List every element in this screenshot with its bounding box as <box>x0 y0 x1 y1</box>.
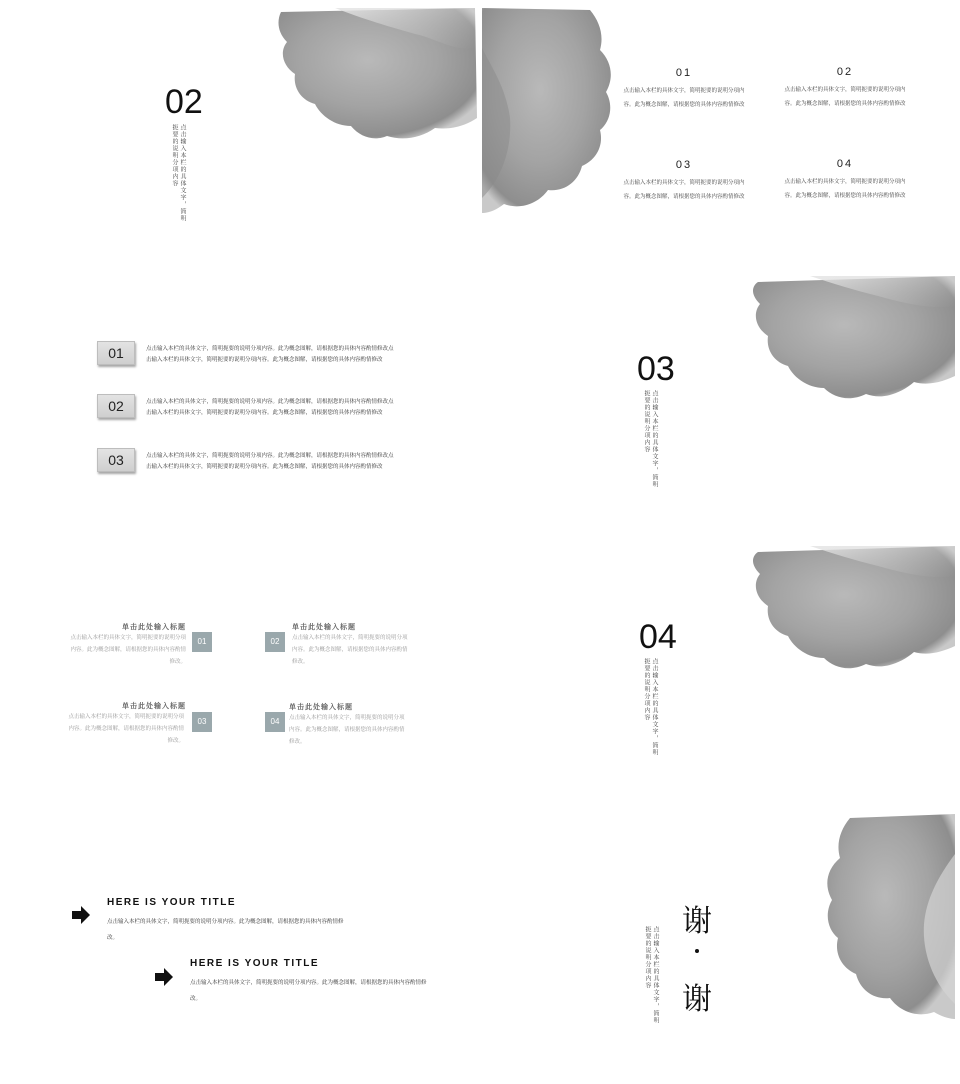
item-text: 点击输入本栏的具体文字，简明扼要的说明分项内容。此为概念图解，请根据您的具体内容酌情修改 <box>623 180 745 200</box>
slide-section-02 <box>0 0 478 270</box>
item-text: 点击输入本栏的具体文字，简明扼要的说明分项内容。此为概念图解，请根据您的具体内容酌情修改。 <box>68 714 184 744</box>
item-title: 单击此处输入标题 <box>289 702 353 711</box>
row-text-line2: 击输入本栏的具体文字，简明扼要的说明分项内容。此为概念图解，请根据您的具体内容酌情修改 <box>146 357 383 363</box>
ink-blot-image <box>820 814 955 1019</box>
row-badge: 03 <box>97 448 135 472</box>
item-number-square: 04 <box>265 712 285 732</box>
vertical-description: 点击输入本栏的具体文字，简明扼要的说明分项内容 <box>643 658 658 756</box>
item-text: 点击输入本栏的具体文字，简明扼要的说明分项内容。此为概念图解，请根据您的具体内容酌情修改。 <box>289 715 405 745</box>
item-number: 02 <box>836 66 854 78</box>
item-title: 单击此处输入标题 <box>122 622 186 631</box>
arrow-right-icon <box>72 906 90 924</box>
row-text-line2: 击输入本栏的具体文字，简明扼要的说明分项内容。此为概念图解，请根据您的具体内容酌情修改 <box>146 464 383 470</box>
row-text-line1: 点击输入本栏的具体文字，简明扼要的说明分项内容。此为概念图解，请根据您的具体内容酌情修改点 <box>146 399 394 405</box>
section-number: 02 <box>165 83 203 121</box>
slide-section-04 <box>482 544 960 810</box>
slide-thank-you <box>482 814 960 1082</box>
thanks-char-2: 谢 <box>682 982 712 1017</box>
slide-four-titled-items <box>0 544 478 810</box>
item-number-square: 03 <box>192 712 212 732</box>
vertical-description: 点击输入本栏的具体文字，简明扼要的说明分项内容 <box>171 124 186 222</box>
item-text: 点击输入本栏的具体文字，简明扼要的说明分项内容。此为概念图解，请根据您的具体内容酌情修改 <box>784 87 906 107</box>
slide-four-items <box>482 0 960 270</box>
vertical-description: 点击输入本栏的具体文字，简明扼要的说明分项内容 <box>644 926 659 1024</box>
arrow-right-icon <box>155 968 173 986</box>
row-badge: 01 <box>97 341 135 365</box>
separator-dot <box>695 949 699 953</box>
item-title: HERE IS YOUR TITLE <box>190 958 320 969</box>
item-text: 点击输入本栏的具体文字，简明扼要的说明分项内容。此为概念图解，请根据您的具体内容酌情修改。 <box>107 919 344 941</box>
slide-english-titles <box>0 814 478 1082</box>
item-text: 点击输入本栏的具体文字，简明扼要的说明分项内容。此为概念图解，请根据您的具体内容酌情修改。 <box>70 635 186 665</box>
thanks-char-1: 谢 <box>682 904 712 939</box>
item-number: 01 <box>675 67 693 79</box>
item-text: 点击输入本栏的具体文字，简明扼要的说明分项内容。此为概念图解，请根据您的具体内容酌情修改。 <box>292 635 408 665</box>
section-number: 03 <box>637 350 675 388</box>
item-text: 点击输入本栏的具体文字，简明扼要的说明分项内容。此为概念图解，请根据您的具体内容酌情修改 <box>784 179 906 199</box>
row-text-line1: 点击输入本栏的具体文字，简明扼要的说明分项内容。此为概念图解，请根据您的具体内容酌情修改点 <box>146 346 394 352</box>
row-text-line1: 点击输入本栏的具体文字，简明扼要的说明分项内容。此为概念图解，请根据您的具体内容酌情修改点 <box>146 453 394 459</box>
item-text: 点击输入本栏的具体文字，简明扼要的说明分项内容。此为概念图解，请根据您的具体内容酌情修改。 <box>190 980 427 1002</box>
section-number: 04 <box>639 618 677 656</box>
slide-numbered-rows <box>0 274 478 540</box>
slide-section-03 <box>482 274 960 540</box>
item-number: 04 <box>836 158 854 170</box>
ink-blot-image <box>275 8 478 143</box>
item-title: HERE IS YOUR TITLE <box>107 897 237 908</box>
row-text-line2: 击输入本栏的具体文字，简明扼要的说明分项内容。此为概念图解，请根据您的具体内容酌情修改 <box>146 410 383 416</box>
item-title: 单击此处输入标题 <box>292 622 356 631</box>
row-badge: 02 <box>97 394 135 418</box>
item-title: 单击此处输入标题 <box>122 701 186 710</box>
item-text: 点击输入本栏的具体文字，简明扼要的说明分项内容。此为概念图解，请根据您的具体内容酌情修改 <box>623 88 745 108</box>
item-number: 03 <box>675 159 693 171</box>
item-number-square: 01 <box>192 632 212 652</box>
vertical-description: 点击输入本栏的具体文字，简明扼要的说明分项内容 <box>643 390 658 488</box>
ink-blot-image <box>750 276 955 406</box>
item-number-square: 02 <box>265 632 285 652</box>
ink-blot-image <box>750 546 955 676</box>
ink-blot-image <box>482 8 617 213</box>
